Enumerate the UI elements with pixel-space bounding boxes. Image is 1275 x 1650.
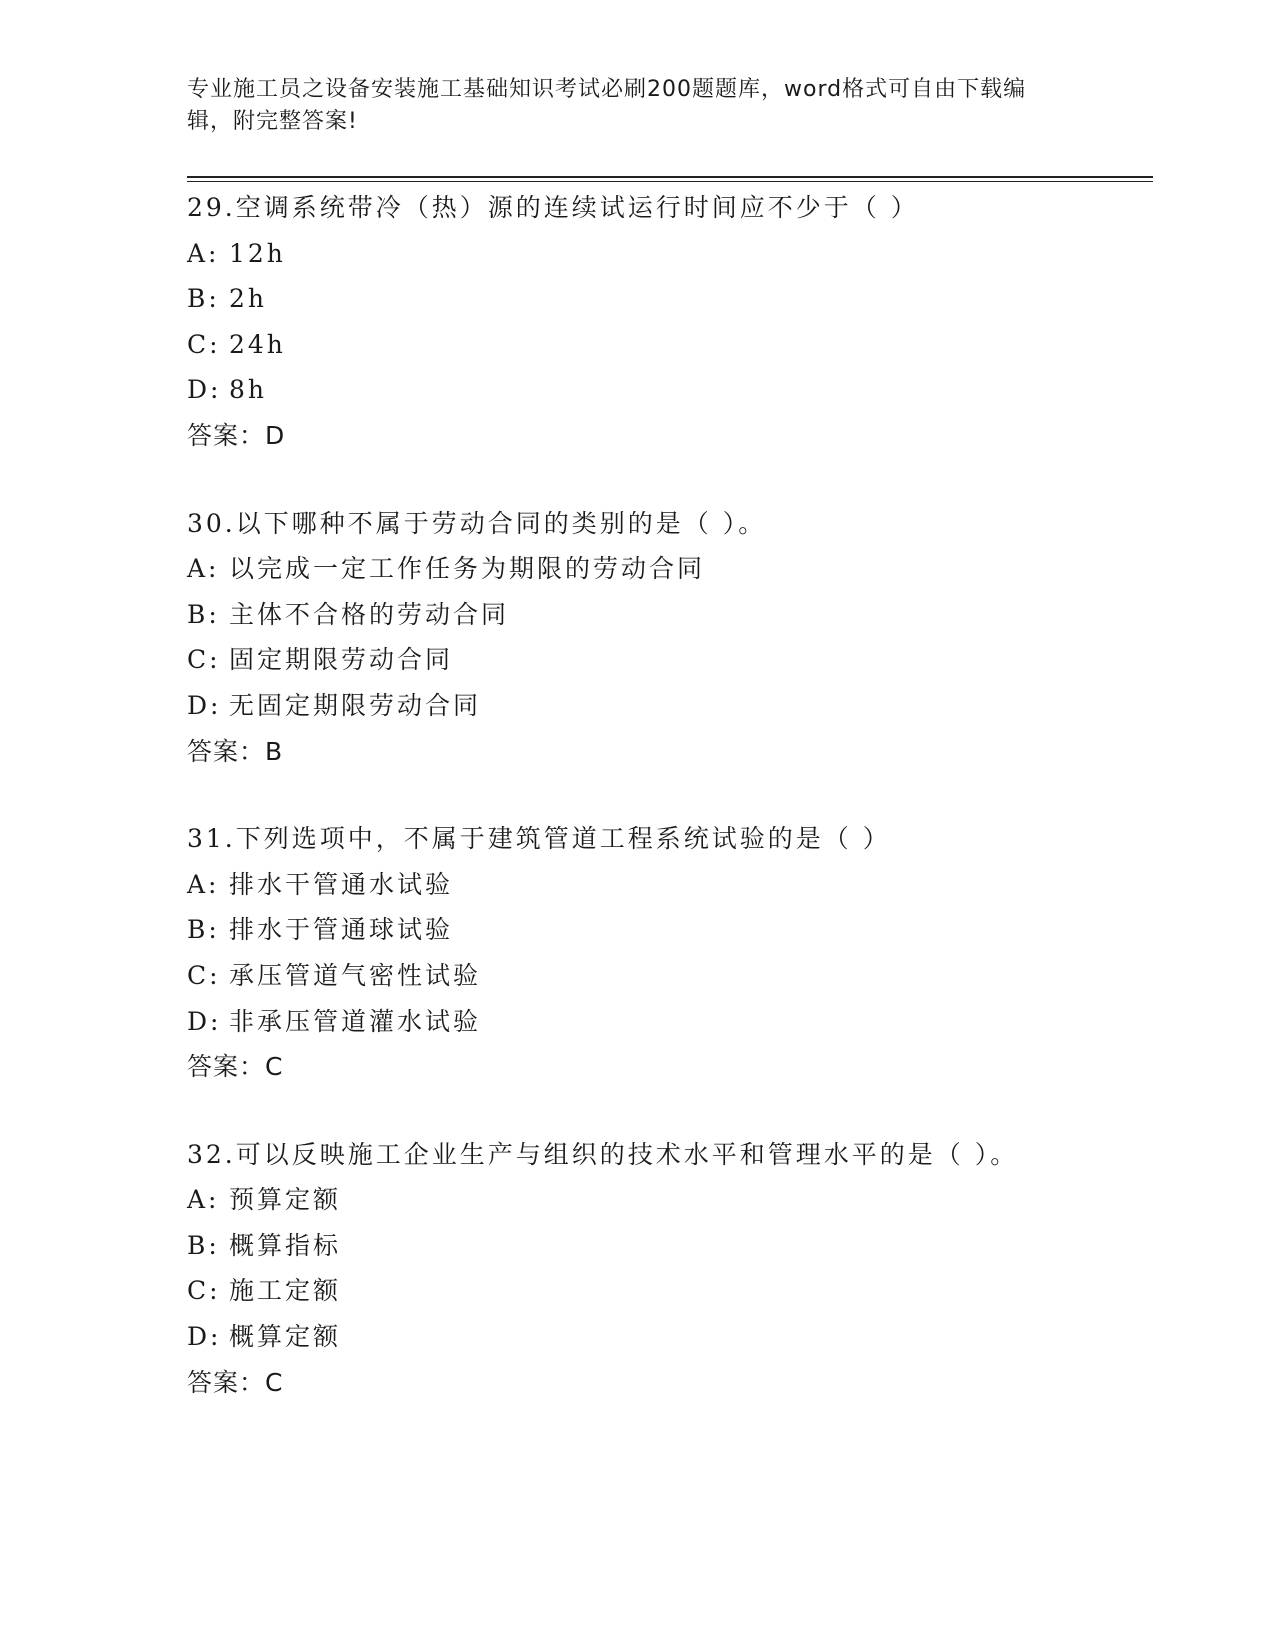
- option-letter: C:: [187, 960, 221, 990]
- option-letter: B:: [187, 915, 220, 945]
- option-text: 承压管道气密性试验: [229, 960, 482, 990]
- option-letter: C:: [187, 1276, 221, 1306]
- answer-line: 答案：C: [187, 1367, 284, 1397]
- option-letter: B:: [187, 1230, 220, 1260]
- option-c: [187, 637, 1153, 683]
- option-c: [187, 1268, 1153, 1314]
- option-text: 12h: [229, 238, 286, 268]
- option-text: 非承压管道灌水试验: [229, 1006, 482, 1036]
- option-text: 预算定额: [229, 1185, 342, 1215]
- document-header: 专业施工员之设备安装施工基础知识考试必刷200题题库，word格式可自由下载编辑，附完整答案!: [187, 77, 1027, 134]
- option-letter: C:: [187, 329, 221, 359]
- option-text: 施工定额: [229, 1276, 342, 1306]
- option-c: [187, 953, 1153, 999]
- question-32: [187, 1132, 1153, 1406]
- option-b: [187, 1223, 1153, 1269]
- option-b: [187, 907, 1153, 953]
- answer-line: 答案：D: [187, 420, 286, 450]
- option-d: [187, 683, 1153, 729]
- option-letter: A:: [187, 238, 220, 268]
- option-text: 排水干管通水试验: [229, 869, 454, 899]
- option-text: 固定期限劳动合同: [229, 645, 454, 675]
- option-b: [187, 276, 1153, 322]
- option-letter: A:: [187, 554, 220, 584]
- answer-line: 答案：C: [187, 1052, 284, 1082]
- option-text: 概算指标: [229, 1230, 342, 1260]
- option-letter: B:: [187, 284, 220, 314]
- option-text: 排水于管通球试验: [229, 915, 454, 945]
- question-31: [187, 816, 1153, 1090]
- option-letter: C:: [187, 645, 221, 675]
- option-text: 24h: [229, 329, 286, 359]
- option-letter: D:: [187, 375, 222, 405]
- option-a: [187, 231, 1153, 277]
- question-30: [187, 501, 1153, 775]
- option-letter: B:: [187, 599, 220, 629]
- header-divider: [187, 176, 1153, 182]
- option-b: [187, 592, 1153, 638]
- option-letter: D:: [187, 1322, 222, 1352]
- option-letter: D:: [187, 1006, 222, 1036]
- option-d: [187, 999, 1153, 1045]
- question-stem: 30.以下哪种不属于劳动合同的类别的是（ ）。: [187, 508, 767, 538]
- question-stem: 31.下列选项中，不属于建筑管道工程系统试验的是（ ）: [187, 824, 891, 854]
- option-letter: A:: [187, 1185, 220, 1215]
- option-text: 主体不合格的劳动合同: [229, 599, 510, 629]
- option-a: [187, 1177, 1153, 1223]
- option-text: 无固定期限劳动合同: [229, 690, 482, 720]
- option-text: 概算定额: [229, 1322, 342, 1352]
- option-c: [187, 322, 1153, 368]
- question-stem: 29.空调系统带冷（热）源的连续试运行时间应不少于（ ）: [187, 193, 919, 222]
- option-text: 8h: [229, 375, 268, 405]
- option-letter: A:: [187, 869, 220, 899]
- option-letter: D:: [187, 690, 222, 720]
- option-d: [187, 367, 1153, 413]
- option-text: 2h: [229, 284, 268, 314]
- option-a: [187, 546, 1153, 592]
- option-d: [187, 1314, 1153, 1360]
- question-stem: 32.可以反映施工企业生产与组织的技术水平和管理水平的是（ ）。: [187, 1139, 1019, 1169]
- option-a: [187, 862, 1153, 908]
- option-text: 以完成一定工作任务为期限的劳动合同: [229, 554, 706, 584]
- question-list: [187, 185, 1153, 1447]
- answer-line: 答案：B: [187, 736, 284, 766]
- question-29: [187, 185, 1153, 459]
